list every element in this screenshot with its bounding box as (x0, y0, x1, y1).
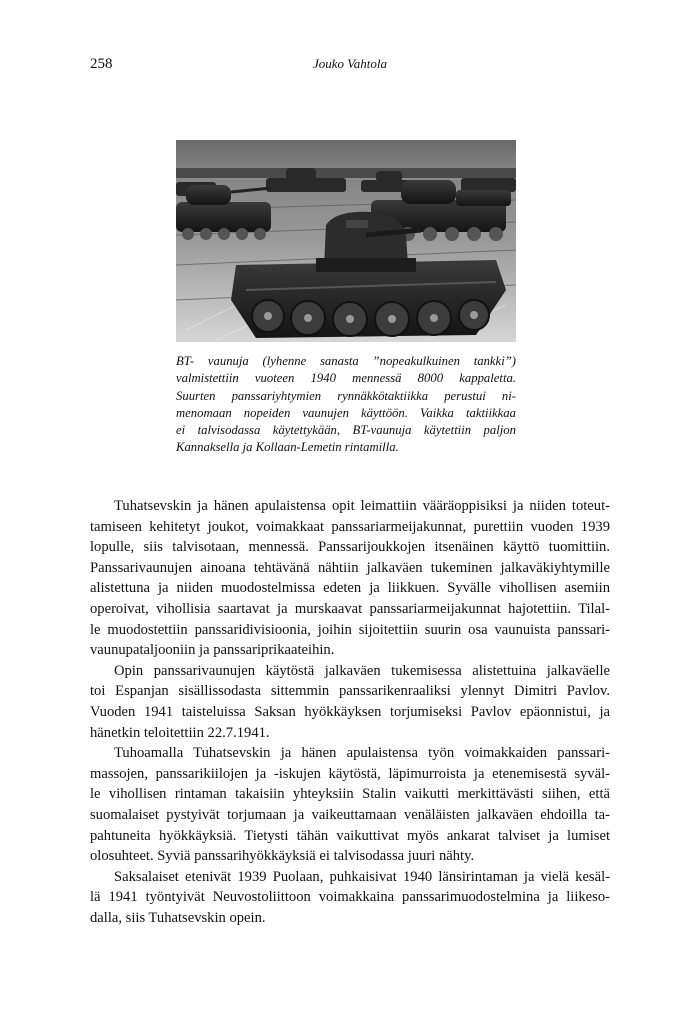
text-line: olosuhteet. Syviä panssarihyökkäyksiä ei talvisodassa juuri nähty. (90, 848, 475, 865)
text-line: Tuhoamalla Tuhatsevskin ja hänen apulaistensa työn voimakkaiden panssari- (114, 745, 610, 762)
caption-line: BT- vaunuja (lyhenne sanasta ”nopeakulkuinen tankki”) (176, 354, 516, 368)
body-text (90, 496, 610, 928)
text-line: Tuhatsevskin ja hänen apulaistensa opit leimattiin vääräoppisiksi ja niiden toteut- (114, 498, 610, 514)
text-line: lopulle, siis talvisotaan, mennessä. Panssarijoukkojen itsenäinen käyttö tuomittiin. (90, 539, 610, 556)
text-line: pahtuneita hyökkäyksiä. Tietysti tähän vaikuttivat myös ankarat talviset ja lumiset (90, 827, 610, 844)
text-line: suomalaiset pystyivät torjumaan ja vaikeuttamaan venäläisten jalkaväen ehdoilla ta- (90, 806, 610, 823)
caption-line: valmistettiin vuoteen 1940 mennessä 8000 kappaletta. (176, 371, 516, 386)
text-line: toi Espanjan sisällissodasta sittemmin panssarikenraaliksi ylennyt Dimitri Pavlov. (90, 683, 610, 700)
tank-photograph (176, 140, 516, 342)
text-line: operoivat, vihollisia saartavat ja murskaavat panssariarmeijakunnat hajotettiin. Tilal- (90, 600, 610, 617)
text-line: dalla, siis Tuhatsevskin opein. (90, 909, 266, 926)
text-line: le vihollisen rintaman takaisiin yhteyksiin Stalin vaikutti merkittävästi siihen, että (90, 786, 610, 803)
paragraph-3 (90, 743, 610, 867)
page-number: 258 (90, 56, 113, 72)
text-line: Vuoden 1941 taisteluissa Saksan hyökkäyksen torjumiseksi Pavlov epäonnistui, ja (90, 703, 610, 720)
running-head (90, 55, 610, 75)
tank-photo-image (176, 140, 516, 342)
caption-line: ei talvisodassa käytettykään, BT-vaunuja käytettiin paljon (176, 423, 516, 438)
text-line: tamiseen kehitetyt joukot, voimakkaat panssariarmeijakunnat, purettiin vuoden 1939 (90, 518, 610, 535)
running-title: Jouko Vahtola (312, 56, 387, 71)
text-line: Opin panssarivaunujen käytöstä jalkaväen tukemisessa alistettuina jalkaväelle (114, 662, 610, 679)
caption-line: Kannaksella ja Kollaan-Lemetin rintamilla. (176, 440, 399, 455)
text-line: Saksalaiset etenivät 1939 Puolaan, puhkaisivat 1940 länsirintaman ja vielä kesäl- (114, 868, 610, 885)
figure-caption (176, 353, 516, 457)
caption-line: Suurten panssariyhtymien rynnäkkötaktiikka perustui ni- (176, 388, 516, 403)
paragraph-4 (90, 867, 610, 929)
text-line: le muodostettiin panssaridivisioonia, joihin sijoitettiin suurin osa vaunuista panssari- (90, 621, 610, 638)
text-line: alistettuna ja niiden muodostelmissa edeten ja liikkuen. Syvälle vihollisen asemiin (90, 580, 610, 597)
text-line: massojen, panssarikiilojen ja -iskujen käytöstä, läpimurroista ja etenemisestä syväl- (90, 765, 610, 782)
text-line: hänetkin teloitettiin 22.7.1941. (90, 724, 270, 741)
text-line: Panssarivaunujen ainoana tehtävänä nähtiin jalkaväen tukeminen jalkaväkiyhtymille (90, 559, 610, 576)
caption-line: menomaan nopeiden vaunujen käyttöön. Vaikka taktiikkaa (176, 405, 516, 420)
paragraph-1 (90, 496, 610, 661)
text-line: lä 1941 työntyivät Neuvostoliittoon voimakkaina panssarimuodostelmina ja liikeso- (90, 889, 610, 906)
paragraph-2 (90, 661, 610, 743)
text-line: vaunupataljooniin ja panssariprikaateihin. (90, 642, 335, 659)
